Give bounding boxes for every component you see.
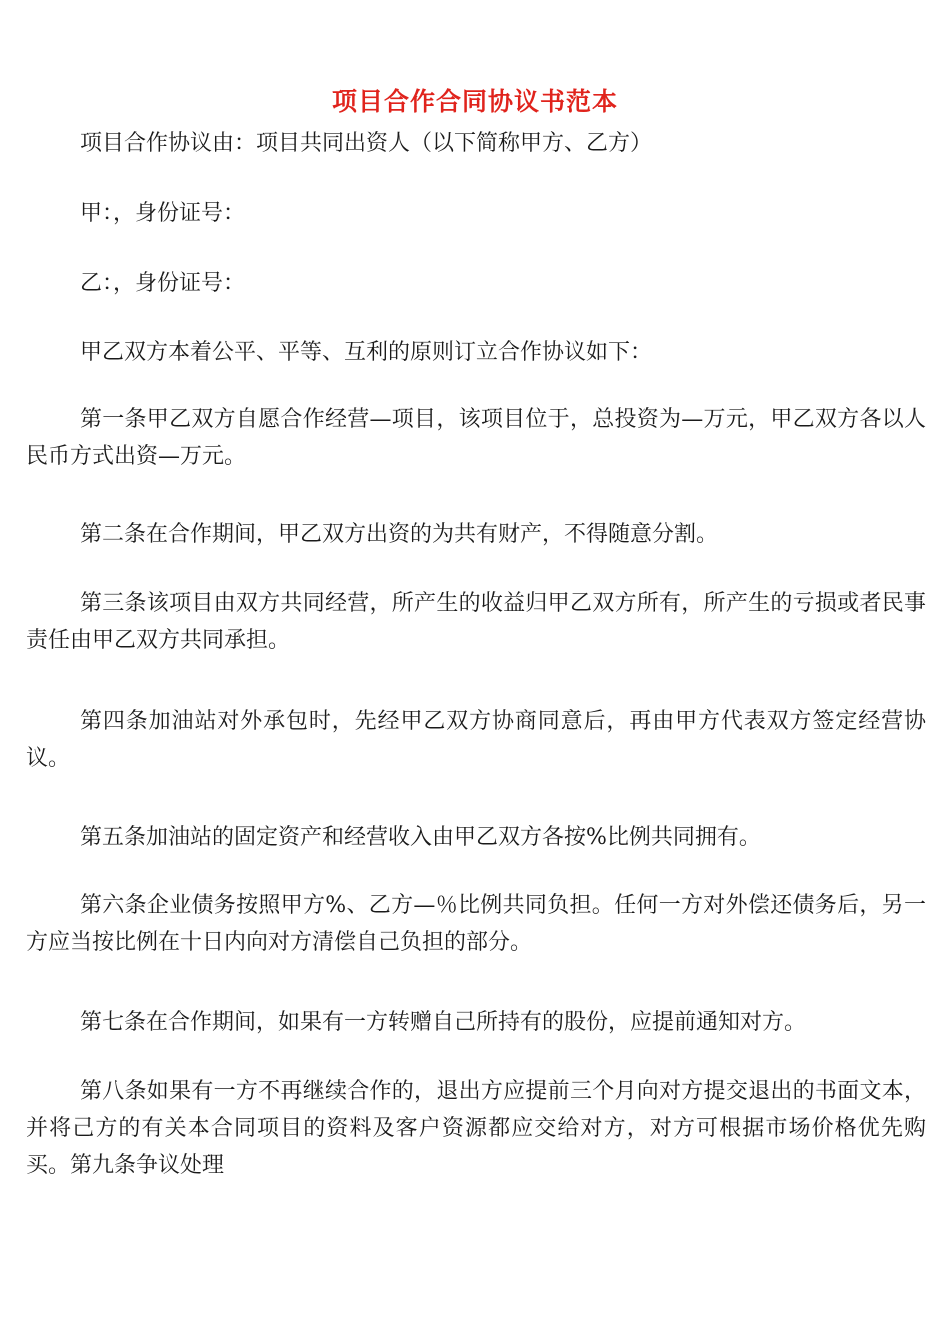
paragraph-article-5: 第五条加油站的固定资产和经营收入由甲乙双方各按%比例共同拥有。 [80,825,761,850]
paragraph-article-6: 第六条企业债务按照甲方%、乙方—％比例共同负担。任何一方对外偿还债务后，另一方应当按比例在十日内向对方清偿自己负担的部分。 [26,893,926,955]
paragraph-party-b: 乙：，身份证号： [80,271,246,296]
paragraph-intro: 项目合作协议由：项目共同出资人（以下简称甲方、乙方） [80,131,653,156]
paragraph-article-2: 第二条在合作期间，甲乙双方出资的为共有财产，不得随意分割。 [80,522,719,547]
paragraph-party-a: 甲：，身份证号： [80,201,246,226]
paragraph-article-4: 第四条加油站对外承包时，先经甲乙双方协商同意后，再由甲方代表双方签定经营协议。 [26,709,926,771]
paragraph-agreement-basis: 甲乙双方本着公平、平等、互利的原则订立合作协议如下： [80,340,653,365]
document-title: 项目合作合同协议书范本 [331,87,618,116]
paragraph-article-7: 第七条在合作期间，如果有一方转赠自己所持有的股份，应提前通知对方。 [80,1010,807,1035]
paragraph-article-1: 第一条甲乙双方自愿合作经营—项目，该项目位于，总投资为—万元，甲乙双方各以人民币方式出资—万元。 [26,407,926,469]
paragraph-article-3: 第三条该项目由双方共同经营，所产生的收益归甲乙双方所有，所产生的亏损或者民事责任由甲乙双方共同承担。 [26,591,926,653]
paragraph-article-8: 第八条如果有一方不再继续合作的，退出方应提前三个月向对方提交退出的书面文本，并将己方的有关本合同项目的资料及客户资源都应交给对方，对方可根据市场价格优先购买。第九条争议处理 [26,1079,926,1178]
